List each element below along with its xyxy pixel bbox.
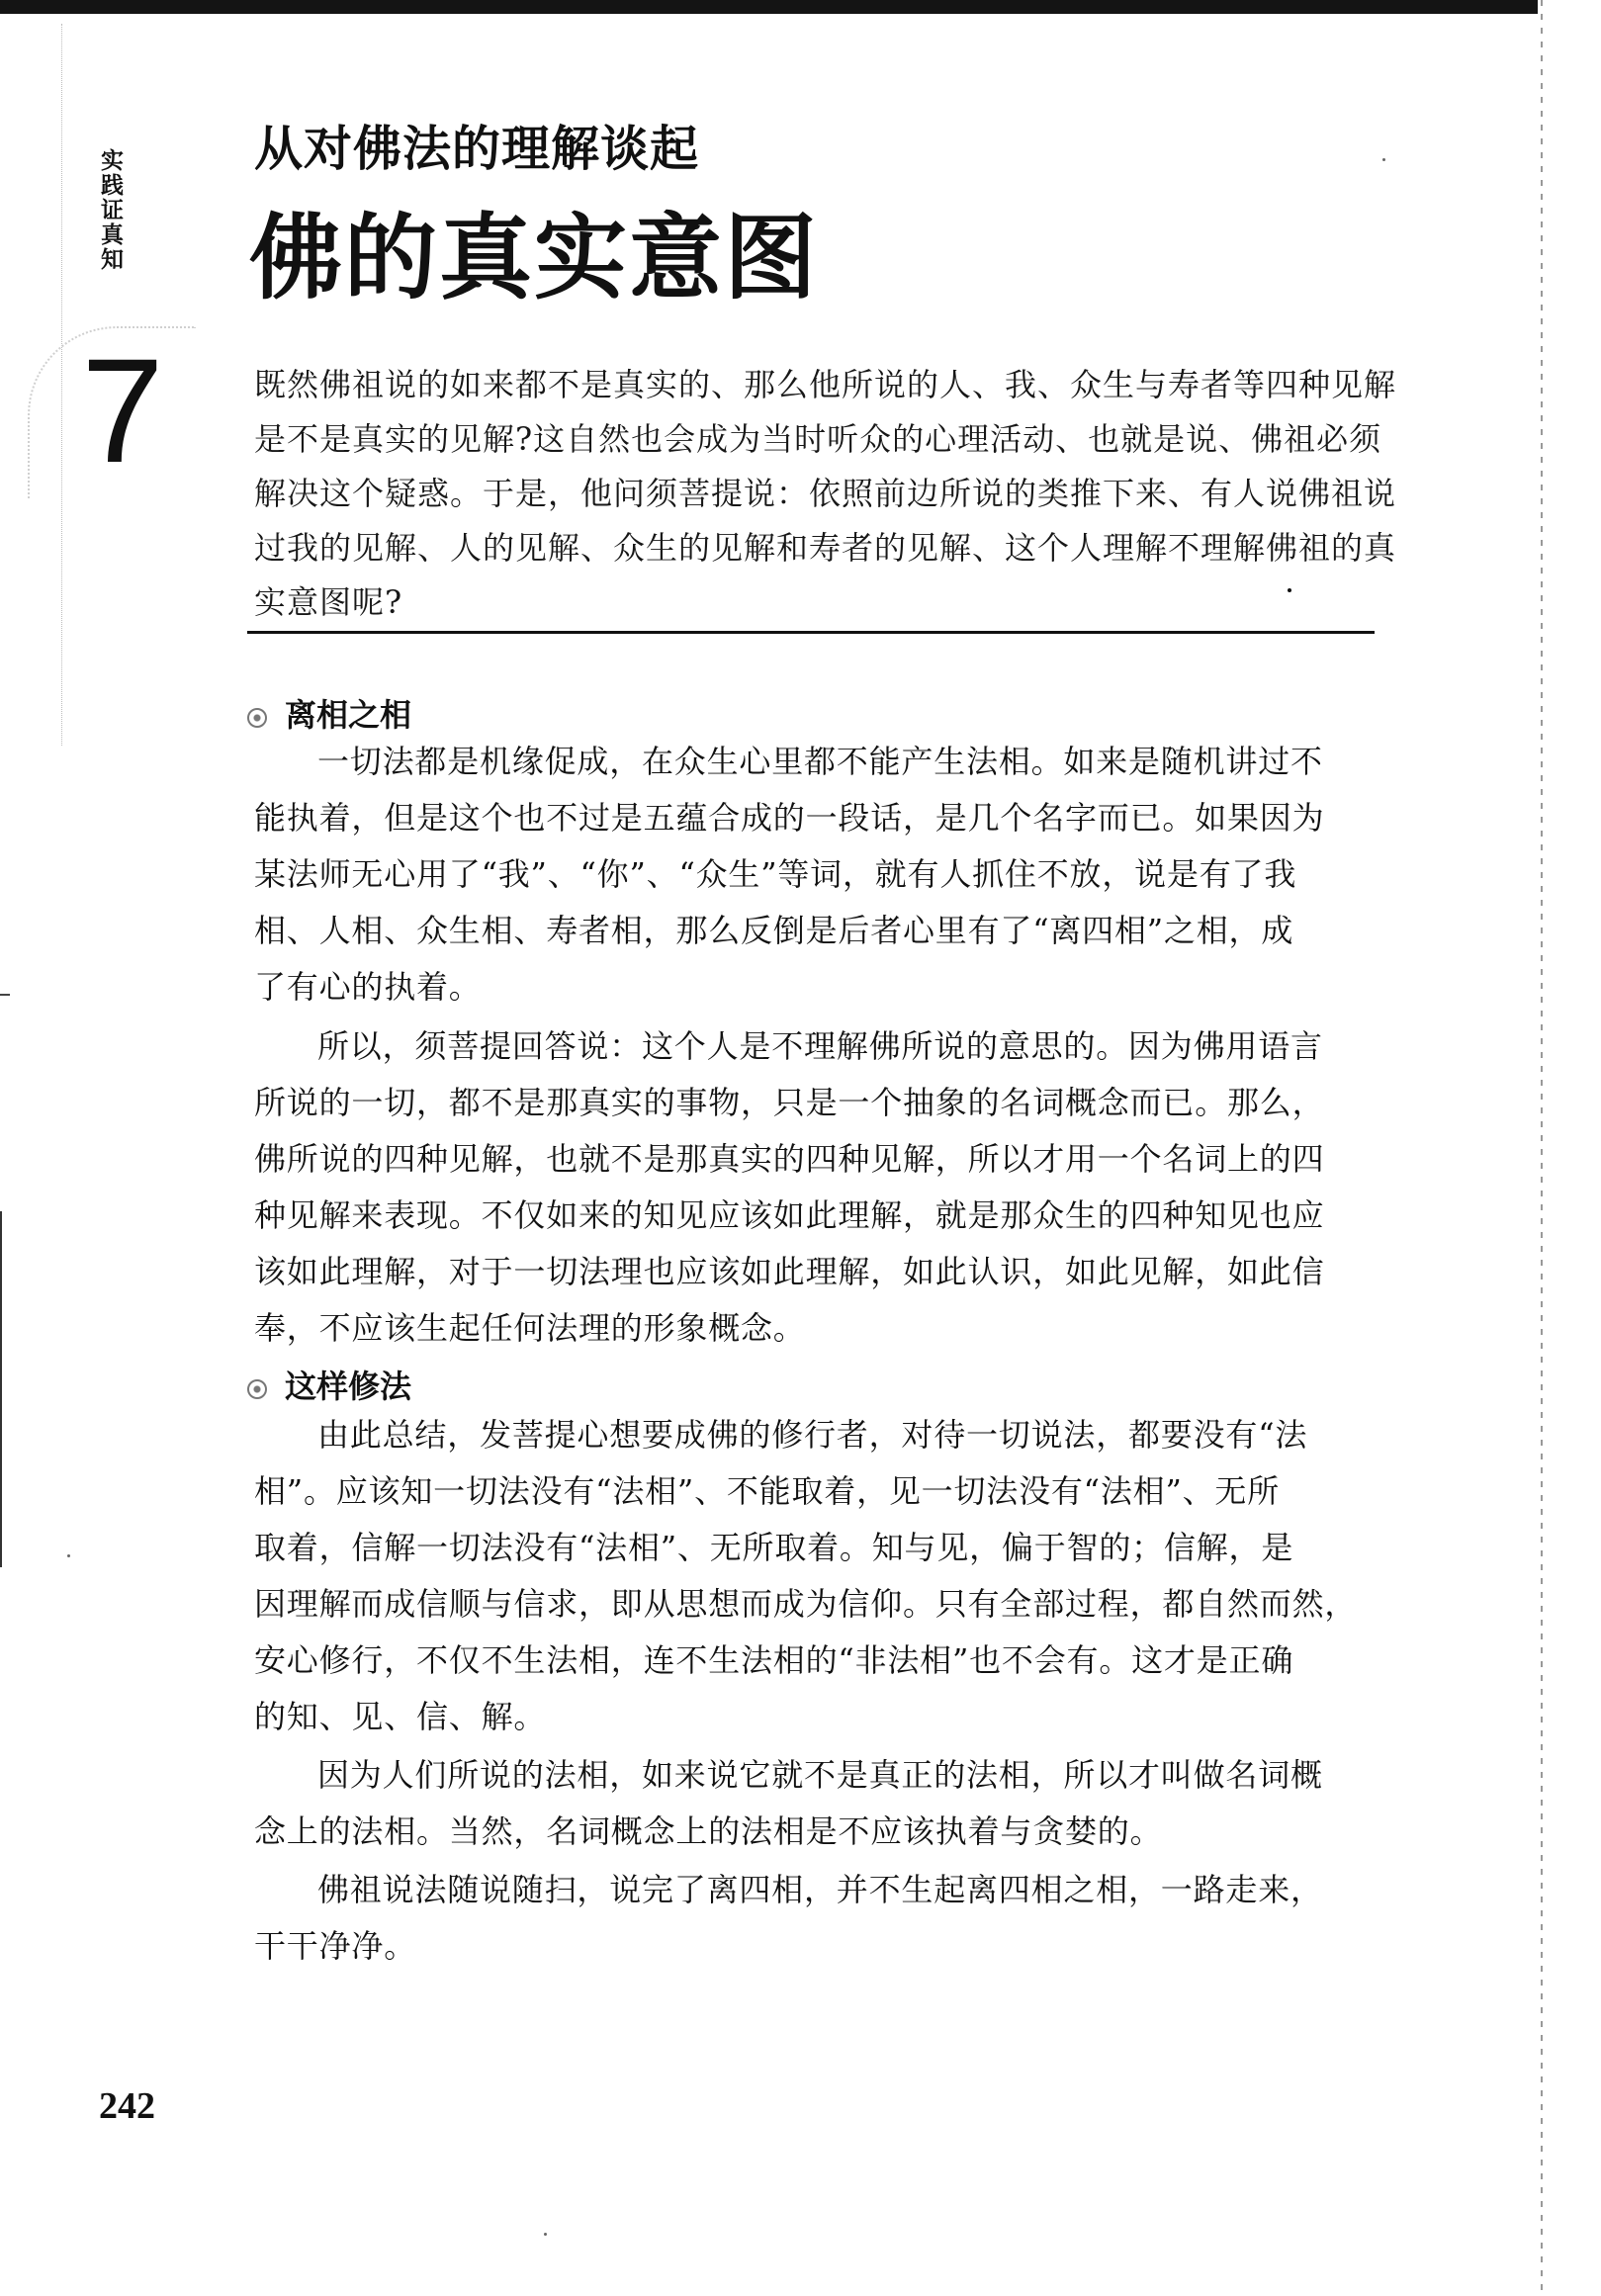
section-heading-text: 离相之相 <box>285 696 412 734</box>
body-line: 了有心的执着。 <box>254 968 482 1006</box>
body-line: 奉，不应该生起任何法理的形象概念。 <box>254 1309 806 1347</box>
intro-line: 过我的见解、人的见解、众生的见解和寿者的见解、这个人理解不理解佛祖的真 <box>254 529 1397 567</box>
scan-speck <box>544 2233 547 2236</box>
section-kicker: 从对佛法的理解谈起 <box>254 120 700 177</box>
section-1-paragraph-2 <box>254 1018 1377 1357</box>
body-line: 干干净净。 <box>254 1927 417 1965</box>
body-line: 种见解来表现。不仅如来的知见应该如此理解，就是那众生的四种知见也应 <box>254 1196 1325 1234</box>
body-line: 该如此理解，对于一切法理也应该如此理解，如此认识，如此见解，如此信 <box>254 1253 1325 1290</box>
scan-speck <box>1382 158 1385 161</box>
left-edge-tick <box>0 994 10 996</box>
small-print-mark <box>1288 588 1291 592</box>
chapter-marker <box>28 326 196 499</box>
intro-line: 是不是真实的见解?这自然也会成为当时听众的心理活动、也就是说、佛祖必须 <box>254 420 1382 458</box>
body-line: 一切法都是机缘促成，在众生心里都不能产生法相。如来是随机讲过不 <box>317 743 1323 780</box>
side-section-label: 实践证真知 <box>97 148 123 272</box>
body-line: 因理解而成信顺与信求，即从思想而成为信仰。只有全部过程，都自然而然， <box>254 1585 1358 1623</box>
right-page-edge <box>1541 0 1543 2296</box>
section-heading-2 <box>247 1365 504 1408</box>
intro-line: 实意图呢? <box>254 583 403 621</box>
intro-line: 既然佛祖说的如来都不是真实的、那么他所说的人、我、众生与寿者等四种见解 <box>254 366 1397 403</box>
section-1-paragraph-1 <box>254 734 1377 1016</box>
page-title: 佛的真实意图 <box>249 205 820 312</box>
section-2-paragraph-3 <box>254 1862 1377 1975</box>
body-line: 取着，信解一切法没有“法相”、无所取着。知与见，偏于智的；信解，是 <box>254 1529 1294 1566</box>
body-line: 相、人相、众生相、寿者相，那么反倒是后者心里有了“离四相”之相，成 <box>254 912 1294 949</box>
page-number: 242 <box>99 2085 155 2127</box>
body-line: 佛所说的四种见解，也就不是那真实的四种见解，所以才用一个名词上的四 <box>254 1140 1325 1178</box>
section-2-paragraph-1 <box>254 1407 1377 1745</box>
heading-bullet-icon <box>247 708 267 728</box>
body-line: 所说的一切，都不是那真实的事物，只是一个抽象的名词概念而已。那么， <box>254 1084 1325 1121</box>
section-heading-text: 这样修法 <box>285 1368 412 1405</box>
body-line: 佛祖说法随说随扫，说完了离四相，并不生起离四相之相，一路走来， <box>317 1871 1323 1908</box>
intro-line: 解决这个疑惑。于是，他问须菩提说：依照前边所说的类推下来、有人说佛祖说 <box>254 475 1397 512</box>
chapter-number: 7 <box>81 327 164 493</box>
intro-paragraph <box>254 358 1397 630</box>
body-line: 安心修行，不仅不生法相，连不生法相的“非法相”也不会有。这才是正确 <box>254 1641 1294 1679</box>
section-2-paragraph-2 <box>254 1747 1377 1860</box>
body-line: 因为人们所说的法相，如来说它就不是真正的法相，所以才叫做名词概 <box>317 1756 1323 1794</box>
body-line: 所以，须菩提回答说：这个人是不理解佛所说的意思的。因为佛用语言 <box>317 1027 1323 1065</box>
body-line: 的知、见、信、解。 <box>254 1698 547 1735</box>
top-page-rule <box>0 0 1538 14</box>
section-heading-1 <box>247 693 504 737</box>
heading-bullet-icon <box>247 1379 267 1399</box>
body-line: 由此总结，发菩提心想要成佛的修行者，对待一切说法，都要没有“法 <box>317 1416 1308 1454</box>
left-page-edge-mark <box>0 1211 2 1567</box>
scan-speck <box>67 1554 70 1557</box>
body-line: 相”。应该知一切法没有“法相”、不能取着，见一切法没有“法相”、无所 <box>254 1472 1280 1510</box>
body-line: 某法师无心用了“我”、“你”、“众生”等词，就有人抓住不放，说是有了我 <box>254 855 1297 893</box>
body-line: 能执着，但是这个也不过是五蕴合成的一段话，是几个名字而已。如果因为 <box>254 799 1325 837</box>
intro-divider <box>247 631 1375 634</box>
body-line: 念上的法相。当然，名词概念上的法相是不应该执着与贪婪的。 <box>254 1812 1163 1850</box>
